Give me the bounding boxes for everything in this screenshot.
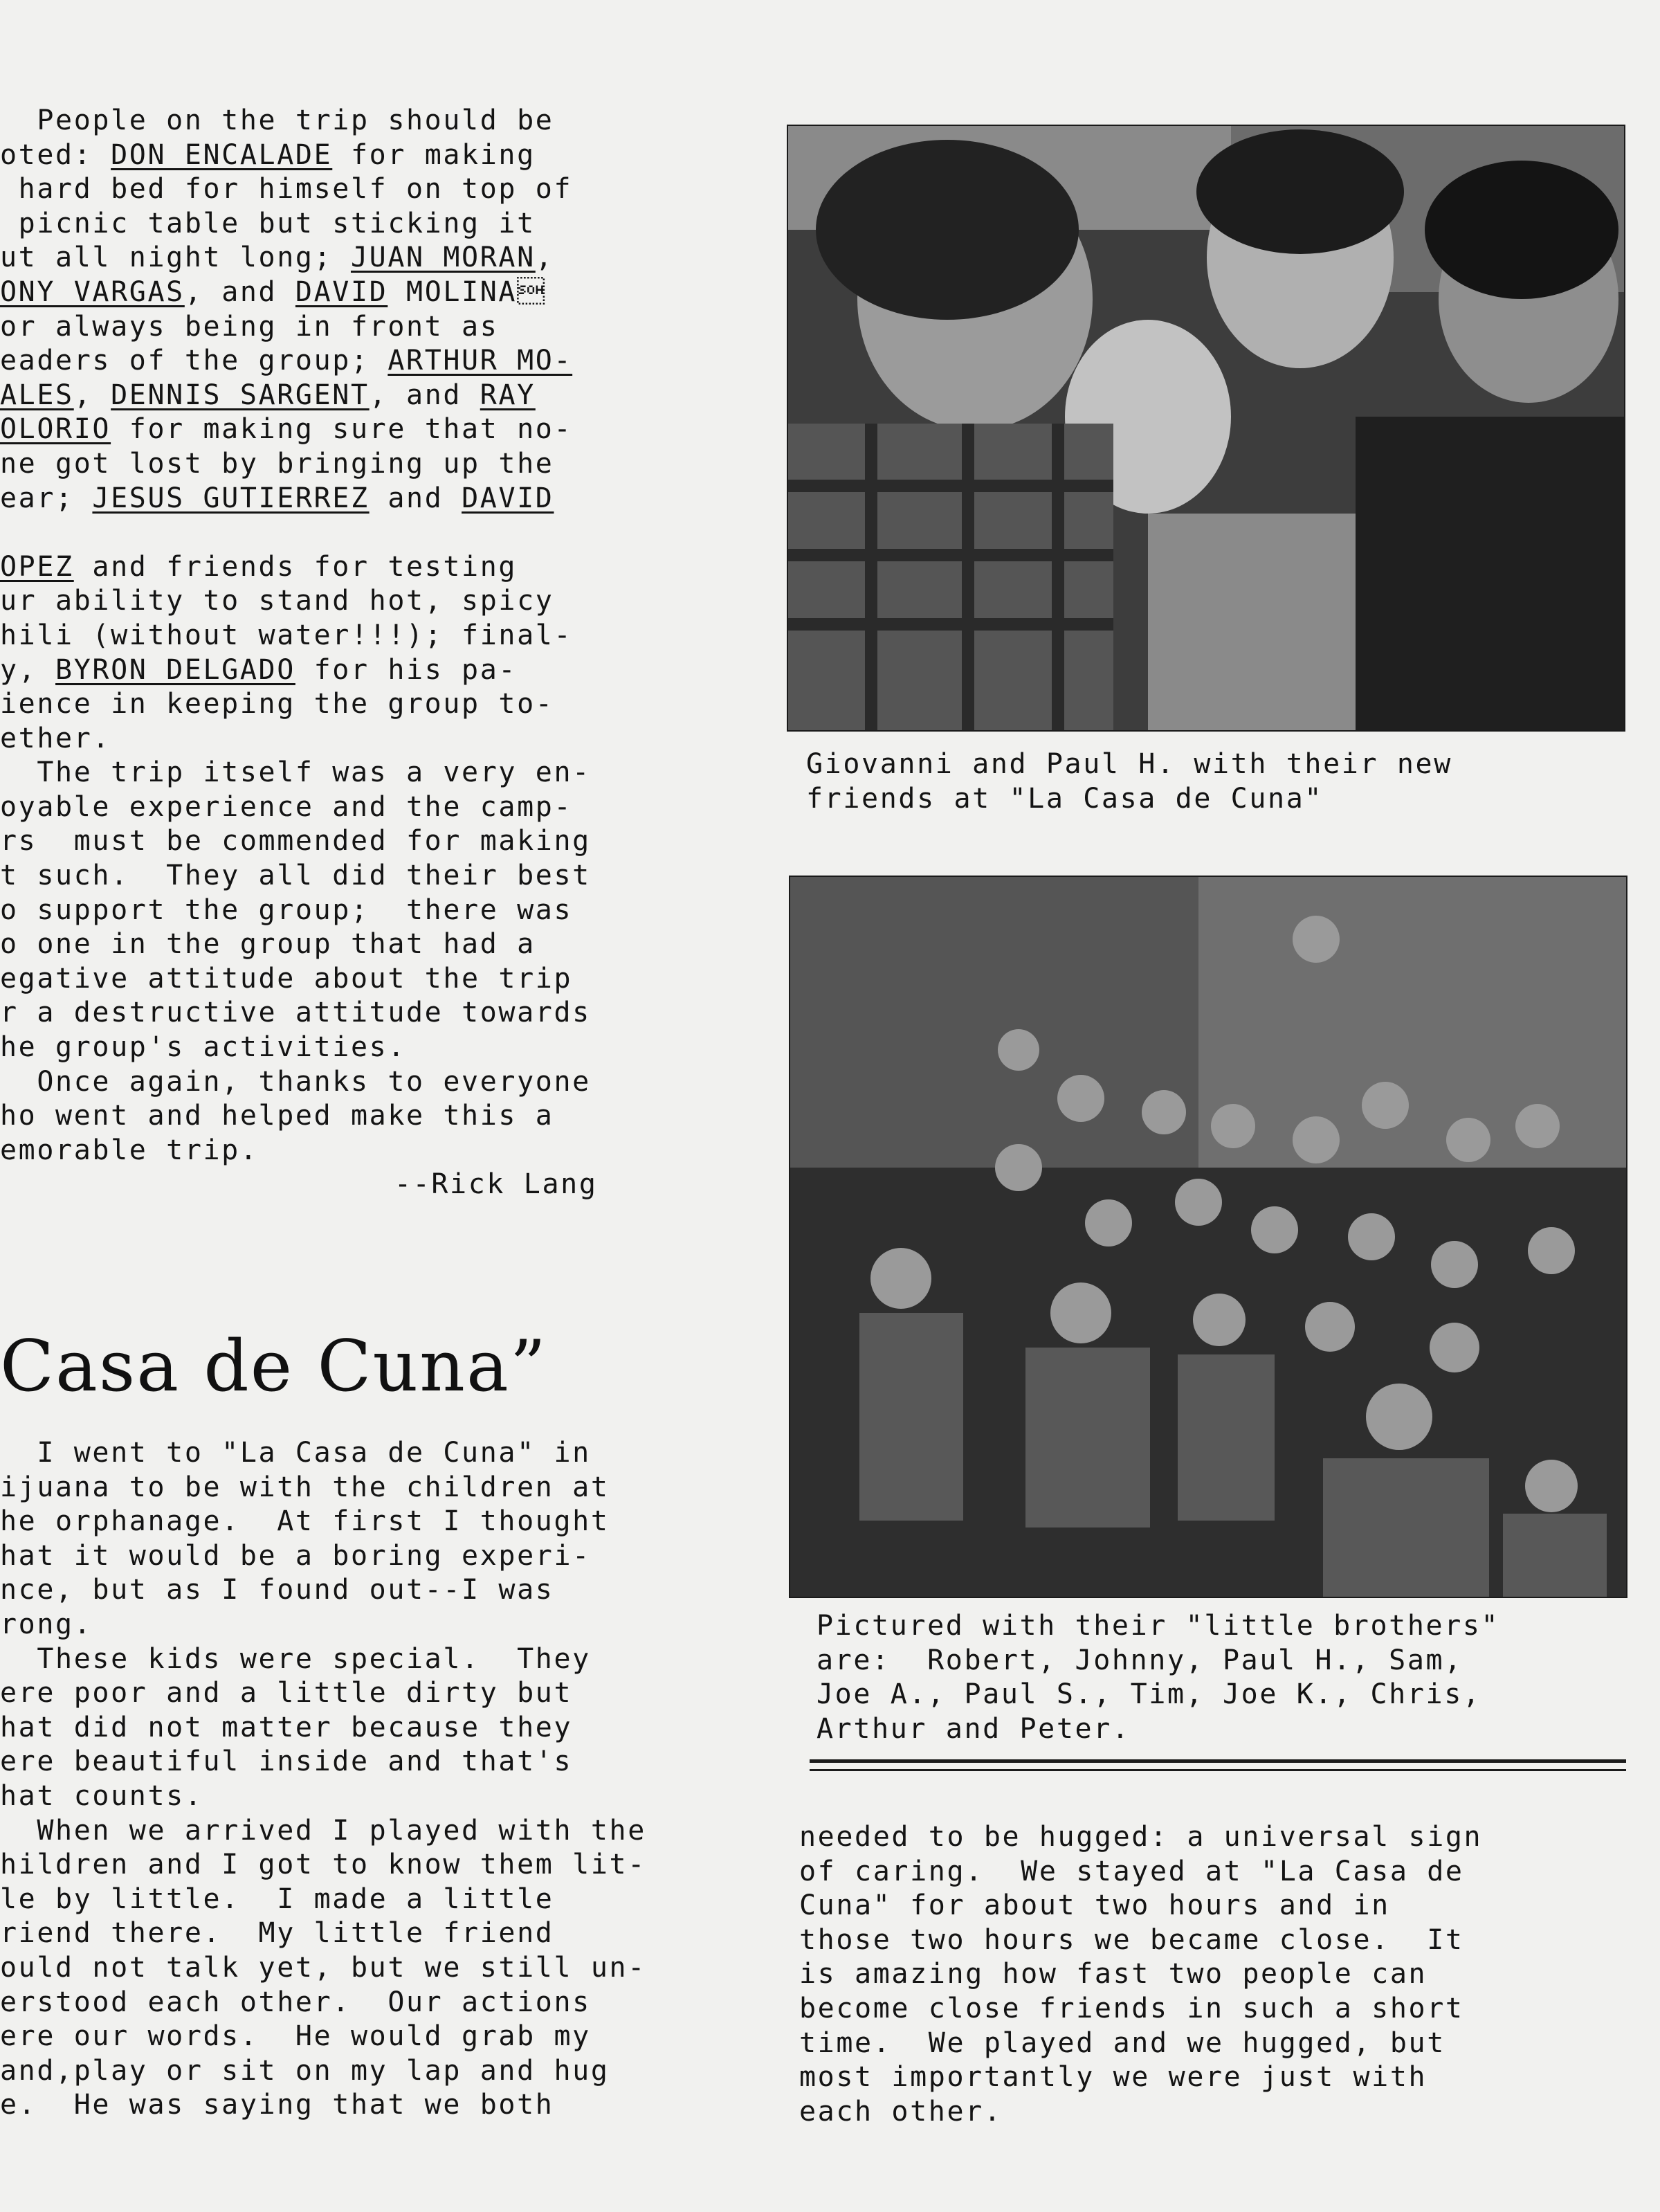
underlined-name: RAY [480,379,536,411]
text-line: e. He was saying that we both [0,2089,554,2121]
underlined-name: OLORIO [0,413,111,446]
caption-line: are: Robert, Johnny, Paul H., Sam, [817,1644,1463,1676]
text-line: time. We played and we hugged, but [799,2027,1445,2059]
text-line: hili (without water!!!); final- [0,619,573,651]
underlined-name: OPEZ [0,550,74,583]
text-line: ne got lost by bringing up the [0,447,554,480]
text-line: is amazing how fast two people can [799,1958,1428,1991]
text-line: rong. [0,1608,93,1640]
photo-group-little-brothers [789,876,1627,1598]
text-line: ether. [0,722,111,754]
text-line: he orphanage. At first I thought [0,1505,610,1538]
trip-article-column [0,104,699,1202]
text-line: hildren and I got to know them lit- [0,1849,646,1881]
divider-rule [810,1759,1626,1763]
caption-line: Giovanni and Paul H. with their new [806,748,1452,780]
text-line: ere our words. He would grab my [0,2020,591,2053]
text-line: or always being in front as [0,310,499,343]
text-line: le by little. I made a little [0,1883,554,1915]
text-line: r a destructive attitude towards [0,997,591,1029]
underlined-name: ARTHUR MO- [387,345,573,377]
text-line: erstood each other. Our actions [0,1986,591,2018]
text-line: those two hours we became close. It [799,1923,1464,1956]
text-line: he group's activities. [0,1031,407,1064]
casa-de-cuna-story-continued [799,1820,1630,2129]
text-line: Once again, thanks to everyone [0,1065,591,1098]
text-line: t such. They all did their best [0,860,591,892]
story-text-left [0,1436,699,2123]
text-line: y, BYRON DELGADO for his pa- [0,653,518,686]
text-line: Cuna" for about two hours and in [799,1889,1390,1922]
text-line: of caring. We stayed at "La Casa de [799,1855,1464,1887]
text-line: When we arrived I played with the [0,1814,646,1847]
divider-rule [810,1769,1626,1771]
text-line: oted: DON ENCALADE for making [0,138,536,171]
text-line: ut all night long; JUAN MORAN, [0,242,554,274]
text-line: rs must be commended for making [0,825,591,858]
text-line: hat did not matter because they [0,1711,573,1743]
caption-line: Pictured with their "little brothers" [817,1610,1500,1642]
text-line: I went to "La Casa de Cuna" in [0,1437,591,1469]
caption-line: Joe A., Paul S., Tim, Joe K., Chris, [817,1678,1481,1711]
photo-boys-illustration [788,126,1624,730]
text-line: each other. [799,2095,1003,2128]
text-line: hard bed for himself on top of [0,173,573,206]
caption-line: friends at "La Casa de Cuna" [806,782,1324,815]
article-heading: Casa de Cuna” [0,1325,547,1408]
text-line: ear; JESUS GUTIERREZ and DAVID [0,482,554,514]
text-line: These kids were special. They [0,1642,591,1675]
text-line: emorable trip. [0,1134,259,1166]
underlined-name: ALES [0,379,74,411]
photo-bottom-caption [817,1609,1619,1746]
text-line: The trip itself was a very en- [0,756,591,789]
text-line: riend there. My little friend [0,1917,554,1950]
text-line: ALES, DENNIS SARGENT, and RAY [0,379,536,411]
byline-signature: --Rick Lang [394,1168,598,1201]
text-line: o one in the group that had a [0,928,536,961]
underlined-name: JESUS GUTIERREZ [92,482,370,514]
underlined-name: JUAN MORAN [350,242,536,274]
photo-boys-with-friends [787,125,1625,732]
text-line: ould not talk yet, but we still un- [0,1951,646,1984]
text-line: ur ability to stand hot, spicy [0,585,554,617]
text-line: most importantly we were just with [799,2061,1428,2094]
text-line: ONY VARGAS, and DAVID MOLINA [0,275,547,308]
text-line: ere poor and a little dirty but [0,1677,573,1710]
text-line: ience in keeping the group to- [0,688,554,720]
text-line: egative attitude about the trip [0,962,573,995]
text-line [0,516,699,550]
text-line: picnic table but sticking it [0,207,536,239]
casa-de-cuna-story-column [0,1436,699,2123]
text-line: oyable experience and the camp- [0,790,573,823]
text-line: needed to be hugged: a universal sign [799,1821,1483,1853]
text-line: OPEZ and friends for testing [0,550,518,583]
underlined-name: BYRON DELGADO [55,653,295,686]
text-line: OLORIO for making sure that no- [0,413,573,446]
text-line: o support the group; there was [0,894,573,926]
underlined-name: DAVID [462,482,554,514]
photo-top-caption [806,747,1602,816]
text-line: ijuana to be with the children at [0,1471,610,1503]
text-line: hat it would be a boring experi- [0,1539,591,1572]
text-line: ere beautiful inside and that's [0,1746,573,1778]
text-line: become close friends in such a short [799,1992,1464,2024]
caption-line: Arthur and Peter. [817,1712,1131,1745]
story-text-right [799,1820,1630,2129]
photo-group-illustration [790,877,1626,1597]
text-line: hat counts. [0,1779,203,1812]
text-line: nce, but as I found out--I was [0,1574,554,1606]
underlined-name: DENNIS SARGENT [111,379,370,411]
text-line: People on the trip should be [0,105,554,136]
text-line: eaders of the group; ARTHUR MO- [0,345,573,377]
trip-article-text [0,104,699,1168]
underlined-name: DAVID [295,275,388,308]
text-line: and,play or sit on my lap and hug [0,2054,610,2087]
text-line: ho went and helped make this a [0,1100,554,1132]
underlined-name: ONY VARGAS [0,275,185,308]
underlined-name: DON ENCALADE [111,138,333,171]
